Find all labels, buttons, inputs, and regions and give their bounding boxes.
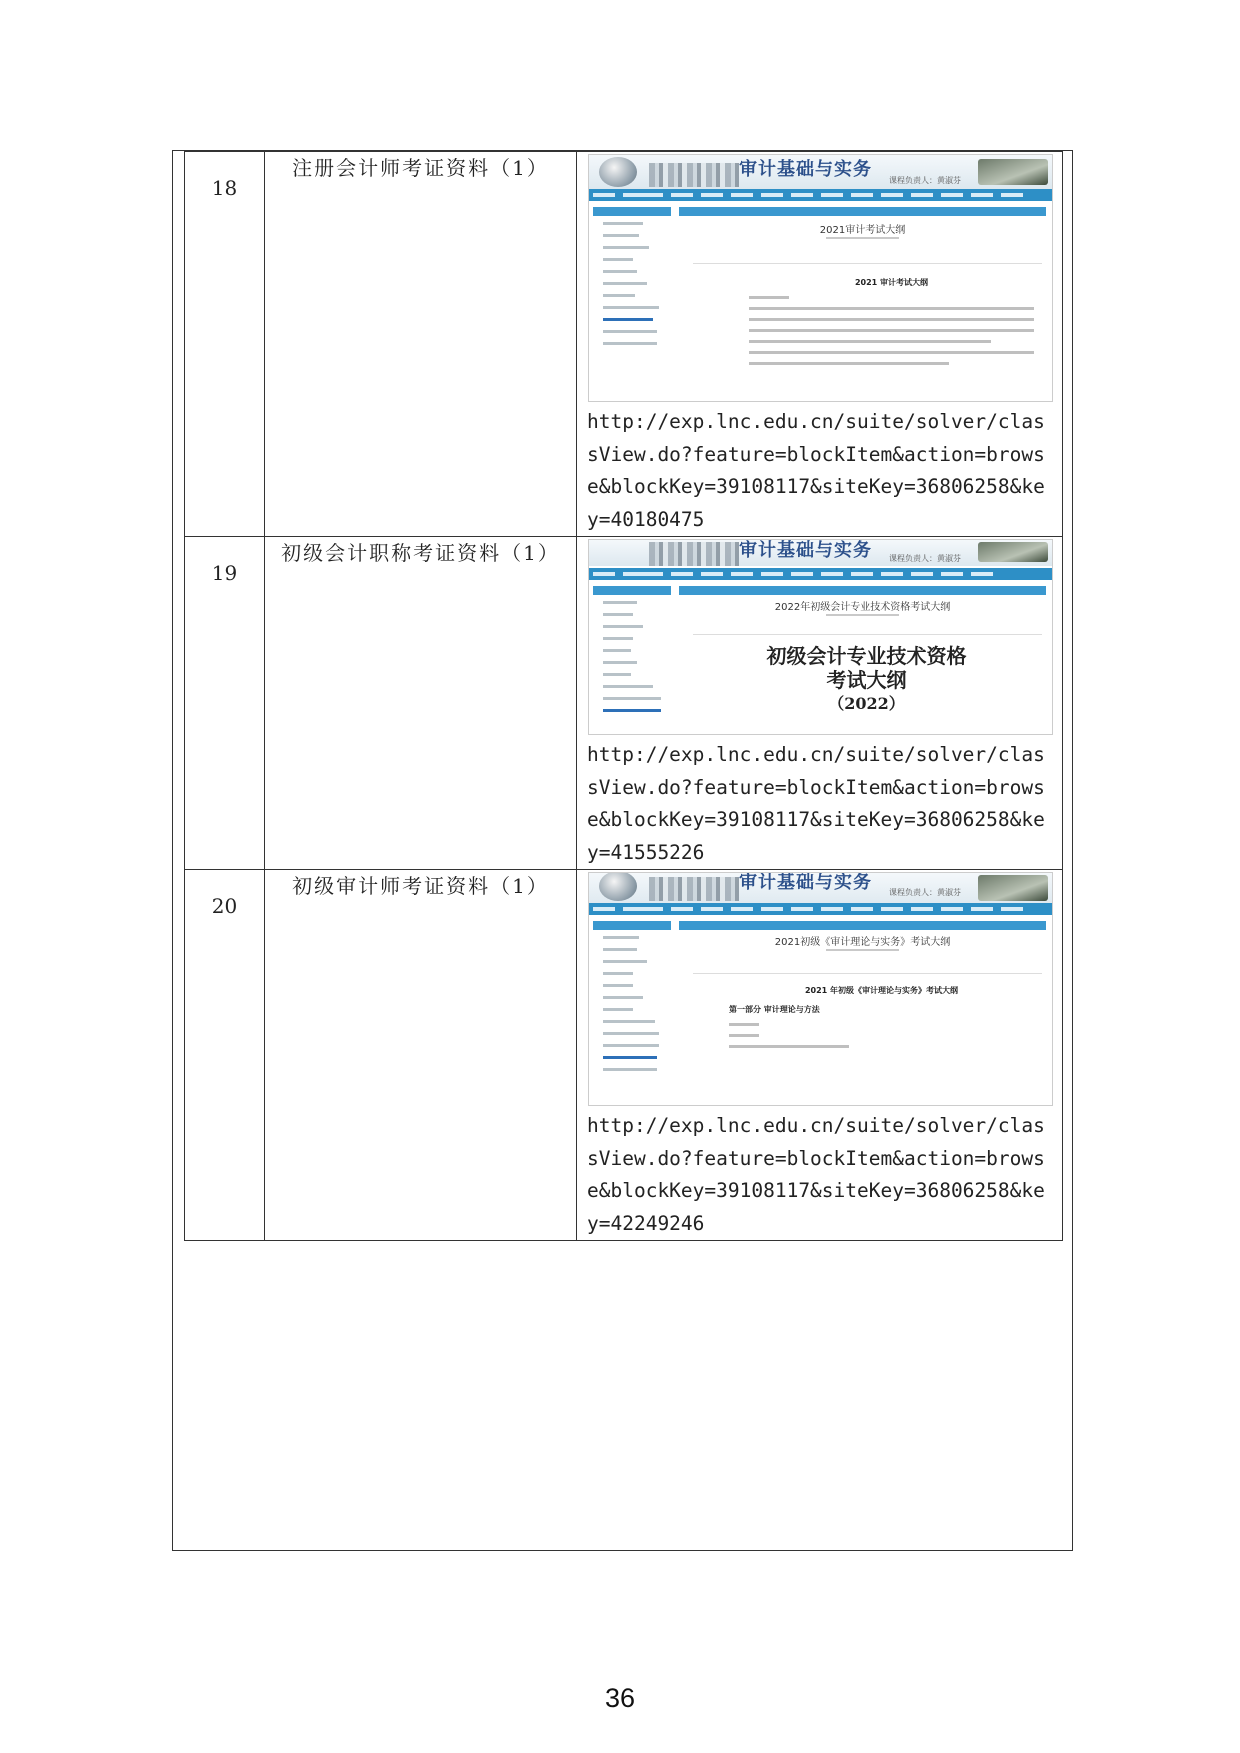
resource-name-cell <box>265 152 577 537</box>
doc-body <box>729 985 1034 1056</box>
pdf-toolbar <box>693 965 1042 974</box>
doc-meta <box>679 949 1046 951</box>
resource-name: 初级会计职称考证资料（1） <box>281 541 560 565</box>
site-sidebar <box>593 921 671 1106</box>
doc-title: 2021初级《审计理论与实务》考试大纲 <box>774 937 951 948</box>
resource-name: 注册会计师考证资料（1） <box>292 156 549 180</box>
doc-body <box>749 277 1034 373</box>
site-title: 审计基础与实务 <box>739 159 872 180</box>
doc-title: 2021审计考试大纲 <box>819 225 906 236</box>
doc-subheading: 考试大纲 <box>826 668 907 692</box>
row-index: 19 <box>211 561 238 585</box>
doc-heading: 初级会计专业技术资格 <box>766 644 967 668</box>
pdf-toolbar <box>693 626 1042 635</box>
doc-meta <box>679 237 1046 239</box>
row-index: 20 <box>211 894 238 918</box>
row-index-cell <box>185 152 265 537</box>
doc-heading: 2021 年初级《审计理论与实务》考试大纲 <box>804 986 959 995</box>
site-breadcrumb <box>679 586 1046 595</box>
doc-part-heading: 第一部分 审计理论与方法 <box>729 1005 820 1014</box>
resource-name-cell <box>265 537 577 870</box>
city-skyline-icon <box>649 542 739 566</box>
website-screenshot <box>588 154 1053 402</box>
site-breadcrumb <box>679 207 1046 216</box>
doc-title: 2022年初级会计专业技术资格考试大纲 <box>774 602 951 613</box>
site-breadcrumb <box>679 921 1046 930</box>
table-row <box>185 537 1063 870</box>
resource-link-cell <box>577 537 1063 870</box>
site-owner: 课程负责人：黄淑芬 <box>889 176 961 185</box>
site-nav-bar <box>589 903 1052 915</box>
site-title: 审计基础与实务 <box>739 872 872 893</box>
globe-icon <box>599 157 637 187</box>
doc-year: （2022） <box>828 694 905 713</box>
resource-name-cell <box>265 870 577 1241</box>
doc-heading: 2021 审计考试大纲 <box>854 278 929 287</box>
site-nav-bar <box>589 189 1052 201</box>
site-owner: 课程负责人：黄淑芬 <box>889 554 961 563</box>
doc-body <box>699 644 1034 716</box>
resource-link-cell <box>577 152 1063 537</box>
site-owner: 课程负责人：黄淑芬 <box>889 888 961 897</box>
city-skyline-icon <box>649 163 739 187</box>
resource-url: http://exp.lnc.edu.cn/suite/solver/classView.do?feature=blockItem&action=browse&blockKey=39108117&siteKey=36806258&key=42249246 <box>587 1114 1045 1235</box>
page-number: 36 <box>604 1683 636 1713</box>
website-screenshot <box>588 539 1053 735</box>
globe-icon <box>599 872 637 901</box>
row-index-cell <box>185 537 265 870</box>
city-skyline-icon <box>649 877 739 901</box>
row-index-cell <box>185 870 265 1241</box>
resource-url: http://exp.lnc.edu.cn/suite/solver/classView.do?feature=blockItem&action=browse&blockKey=39108117&siteKey=36806258&key=40180475 <box>587 410 1045 531</box>
doc-meta <box>679 614 1046 616</box>
table-row <box>185 870 1063 1241</box>
resource-table <box>184 151 1063 1241</box>
site-nav-bar <box>589 568 1052 580</box>
site-sidebar <box>593 586 671 735</box>
laptop-icon <box>978 875 1048 901</box>
site-title: 审计基础与实务 <box>739 540 872 561</box>
website-screenshot <box>588 872 1053 1106</box>
table-row <box>185 152 1063 537</box>
site-sidebar <box>593 207 671 397</box>
resource-link-cell <box>577 870 1063 1241</box>
resource-url: http://exp.lnc.edu.cn/suite/solver/classView.do?feature=blockItem&action=browse&blockKey=39108117&siteKey=36806258&key=41555226 <box>587 743 1045 864</box>
resource-name: 初级审计师考证资料（1） <box>292 874 549 898</box>
pdf-toolbar <box>693 255 1042 264</box>
laptop-icon <box>978 159 1048 185</box>
laptop-icon <box>978 542 1048 562</box>
row-index: 18 <box>211 176 238 200</box>
